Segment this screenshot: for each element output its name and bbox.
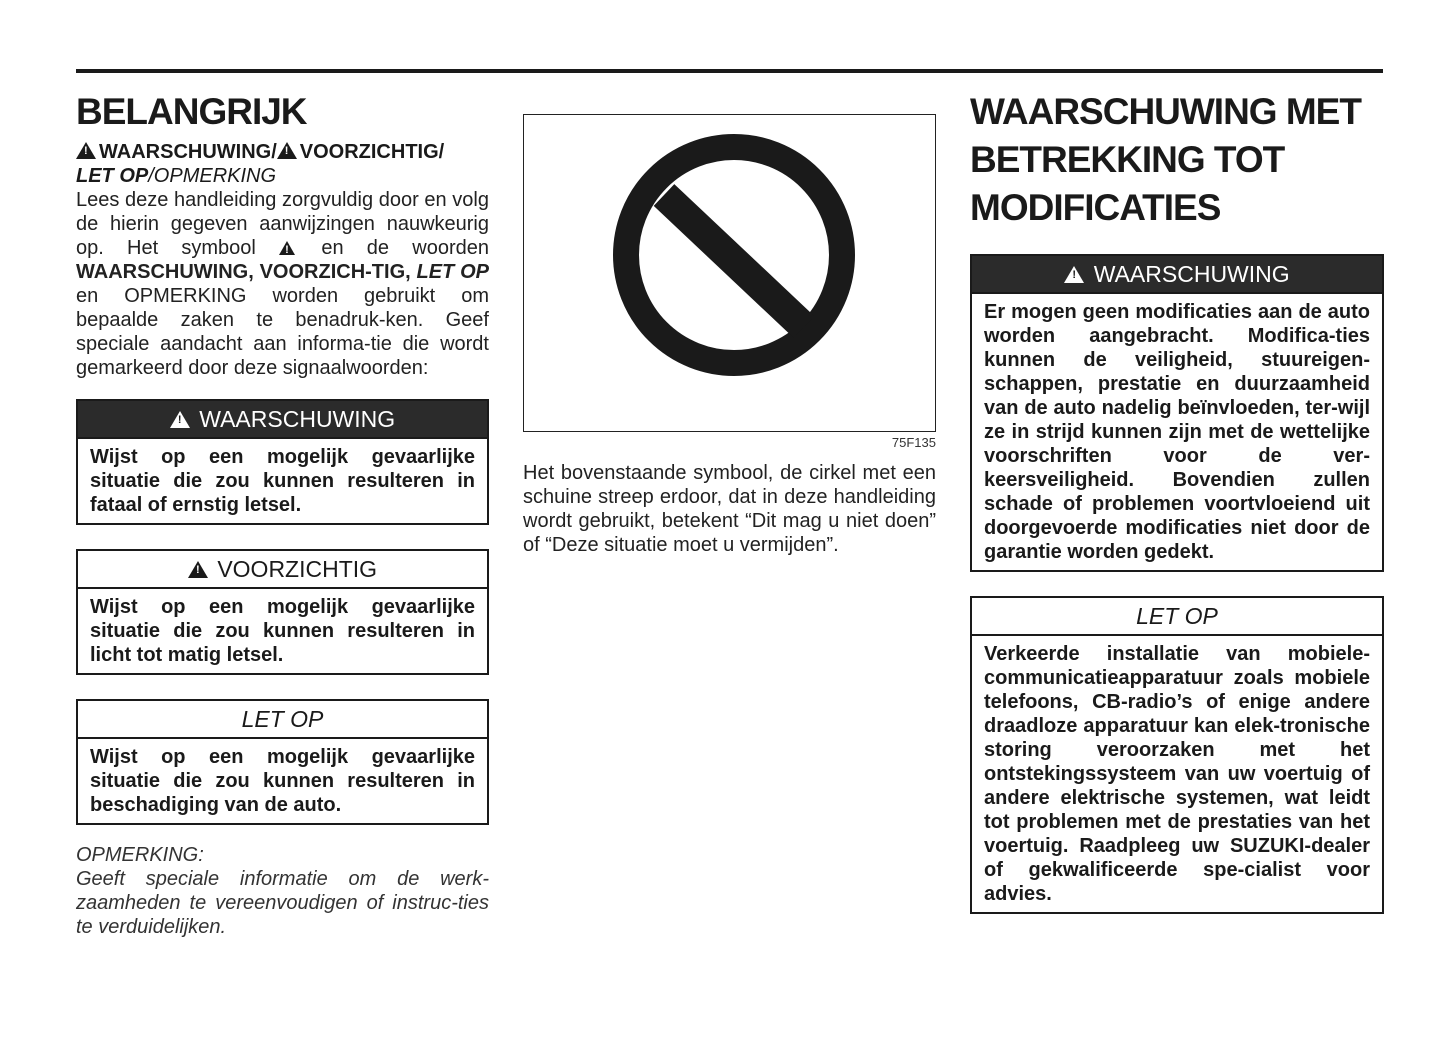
modification-notice-header: LET OP <box>972 598 1382 636</box>
modification-warning-text: Er mogen geen modificaties aan de auto worden aangebracht. Modifica-ties kunnen de veiligheid, stuureigen-schappen, prestatie en duurzaamheid van de auto nadelig beïnvloeden, ter-wijl ze in strijd kunnen zijn met de wettelijke voorschriften voor de ver-keersveiligheid. Bovendien zullen schade of problemen voortvloeiend uit doorgevoerde modificaties niet door de garantie worden gedekt. <box>984 301 1370 563</box>
prohibition-figure <box>523 114 936 432</box>
right-column <box>970 88 1384 914</box>
modifications-title: WAARSCHUWING MET BETREKKING TOT MODIFICATIES <box>970 91 1361 228</box>
modification-warning-header: ! WAARSCHUWING <box>972 256 1382 294</box>
signal-words: !WAARSCHUWING/! VOORZICHTIG/ LET OP/OPMERKING <box>76 140 489 188</box>
left-column <box>76 88 489 939</box>
notice-box <box>76 699 489 825</box>
caution-box-header: ! VOORZICHTIG <box>78 551 487 589</box>
prohibition-description: Het bovenstaande symbool, de cirkel met een schuine streep erdoor, dat in deze handleiding wordt gebruikt, betekent “Dit mag u niet doen” of “Deze situatie moet u vermijden”. <box>523 462 936 556</box>
warning-triangle-icon <box>277 142 297 159</box>
warning-triangle-icon <box>279 241 295 255</box>
figure-code: 75F135 <box>891 435 936 450</box>
warning-triangle-icon <box>188 561 208 578</box>
note-label: OPMERKING: <box>76 844 204 866</box>
modification-warning-box <box>970 254 1384 572</box>
modification-notice-text: Verkeerde installatie van mobiele-communicatieapparatuur zoals mobiele telefoons, CB-radio’s of enige andere draadloze apparatuur kan elek-tronische storing veroorzaken met het ontstekingssysteem van uw voertuig of andere elektrische systemen, wat leidt tot problemen met de prestaties van het voertuig. Raadpleeg uw SUZUKI-dealer of gekwalificeerde spe-cialist voor advies. <box>984 643 1370 905</box>
caution-box <box>76 549 489 675</box>
middle-column <box>523 461 936 557</box>
warning-triangle-icon <box>170 411 190 428</box>
warning-box-text: Wijst op een mogelijk gevaarlijke situatie die zou kunnen resulteren in fataal of ernstig letsel. <box>90 446 475 516</box>
warning-triangle-icon <box>76 142 96 159</box>
notice-box-text: Wijst op een mogelijk gevaarlijke situatie die zou kunnen resulteren in beschadiging van de auto. <box>90 746 475 816</box>
intro-paragraph: Lees deze handleiding zorgvuldig door en volg de hierin gegeven aanwijzingen nauwkeurig op. Het symbool ! en de woorden WAARSCHUWING, VOORZICH-TIG, LET OP en OPMERKING worden gebruikt om bepaalde zaken te benadruk-ken. Geef speciale aandacht aan informa-tie die wordt gemarkeerd door deze signaalwoorden: <box>76 188 489 380</box>
modification-notice-box <box>970 596 1384 914</box>
note-text: Geeft speciale informatie om de werk-zaamheden te vereenvoudigen of instruc-ties te verduidelijken. <box>76 868 489 938</box>
top-rule <box>76 69 1383 73</box>
page-title: BELANGRIJK <box>76 91 307 132</box>
notice-box-header: LET OP <box>78 701 487 739</box>
prohibition-icon <box>524 115 934 430</box>
caution-box-text: Wijst op een mogelijk gevaarlijke situatie die zou kunnen resulteren in licht tot matig letsel. <box>90 596 475 666</box>
warning-box-header: ! WAARSCHUWING <box>78 401 487 439</box>
warning-triangle-icon <box>1064 266 1084 283</box>
warning-box <box>76 399 489 525</box>
